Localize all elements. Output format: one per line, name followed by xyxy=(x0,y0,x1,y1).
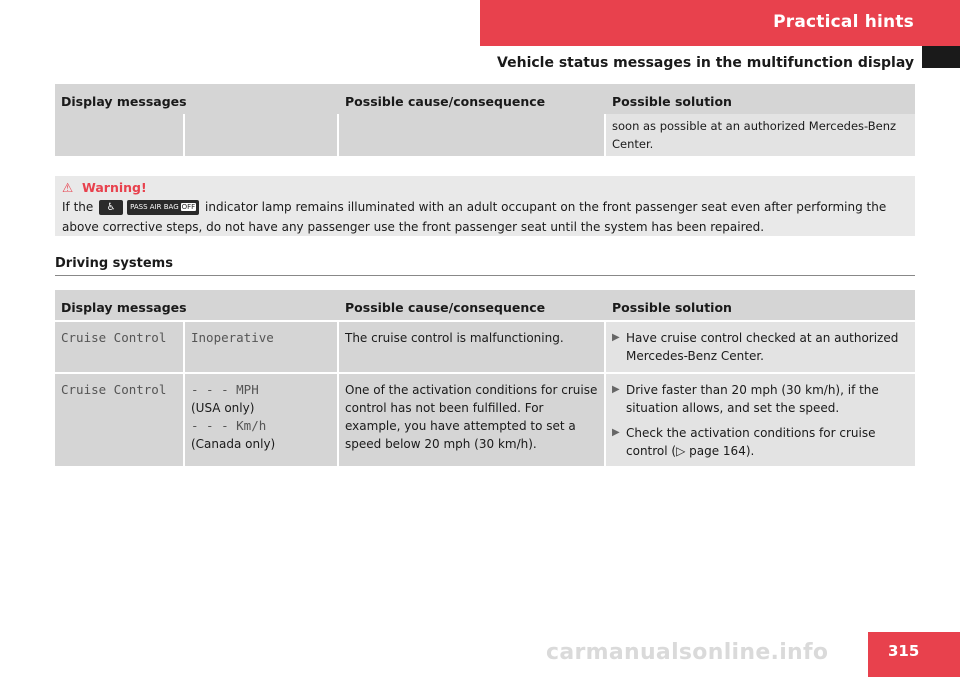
cell-solution xyxy=(606,322,915,372)
page-number: 315 xyxy=(888,642,920,660)
section-banner xyxy=(480,0,960,46)
list-item: ▶ Check the activation conditions for cruise control (▷ page 164). xyxy=(612,426,876,458)
watermark: carmanualsonline.info xyxy=(546,640,829,665)
list-item: ▶ Drive faster than 20 mph (30 km/h), if the situation allows, and set the speed. xyxy=(612,383,879,415)
cell-cause: The cruise control is malfunctioning. xyxy=(339,322,604,372)
header-display-messages: Display messages xyxy=(61,300,187,315)
cell-message-1: Cruise Control xyxy=(55,374,183,466)
cell-message-1 xyxy=(55,114,183,156)
table-header-row xyxy=(55,84,915,114)
section-title: Practical hints xyxy=(773,12,914,32)
cell-message-2: - - - MPH (USA only) - - - Km/h (Canada only) xyxy=(185,374,337,466)
page-number-badge xyxy=(868,632,960,677)
cell-cause xyxy=(339,114,604,156)
bullet-arrow-icon: ▶ xyxy=(612,332,620,343)
bullet-arrow-icon: ▶ xyxy=(612,384,620,395)
table-row xyxy=(55,374,915,466)
header-solution: Possible solution xyxy=(612,94,732,109)
table-row xyxy=(55,114,915,156)
pass-air-bag-off-icon: PASS AIR BAG OFF xyxy=(127,200,199,215)
cell-solution: soon as possible at an authorized Mercedes-Benz Center. xyxy=(606,114,915,156)
warning-box xyxy=(55,176,915,236)
header-cause: Possible cause/consequence xyxy=(345,94,546,109)
header-solution: Possible solution xyxy=(612,300,732,315)
cell-message-2: Inoperative xyxy=(185,322,337,372)
cell-solution xyxy=(606,374,915,466)
warning-title: ⚠ Warning! xyxy=(62,180,147,195)
cell-message-1: Cruise Control xyxy=(55,322,183,372)
cell-cause: One of the activation conditions for cruise control has not been fulfilled. For example, you have attempted to set a speed below 20 mph (30 km/h). xyxy=(339,374,604,466)
warning-text: If the ♿ PASS AIR BAG OFF indicator lamp remains illuminated with an adult occupant on the front passenger seat even after performing the above corrective steps, do not have any passenger use the front passenger seat until the system has been repaired. xyxy=(62,200,887,234)
cell-message-2 xyxy=(185,114,337,156)
table-header-row xyxy=(55,290,915,320)
seat-occupant-icon: ♿ xyxy=(99,200,123,215)
warning-triangle-icon: ⚠ xyxy=(62,180,74,195)
list-item: ▶ Have cruise control checked at an authorized Mercedes-Benz Center. xyxy=(612,331,899,363)
corner-tab xyxy=(922,46,960,68)
bullet-arrow-icon: ▶ xyxy=(612,427,620,438)
table-row xyxy=(55,322,915,372)
header-cause: Possible cause/consequence xyxy=(345,300,546,315)
page-heading: Vehicle status messages in the multifunction display xyxy=(497,55,914,71)
section-heading-driving-systems: Driving systems xyxy=(55,256,915,276)
header-display-messages: Display messages xyxy=(61,94,187,109)
